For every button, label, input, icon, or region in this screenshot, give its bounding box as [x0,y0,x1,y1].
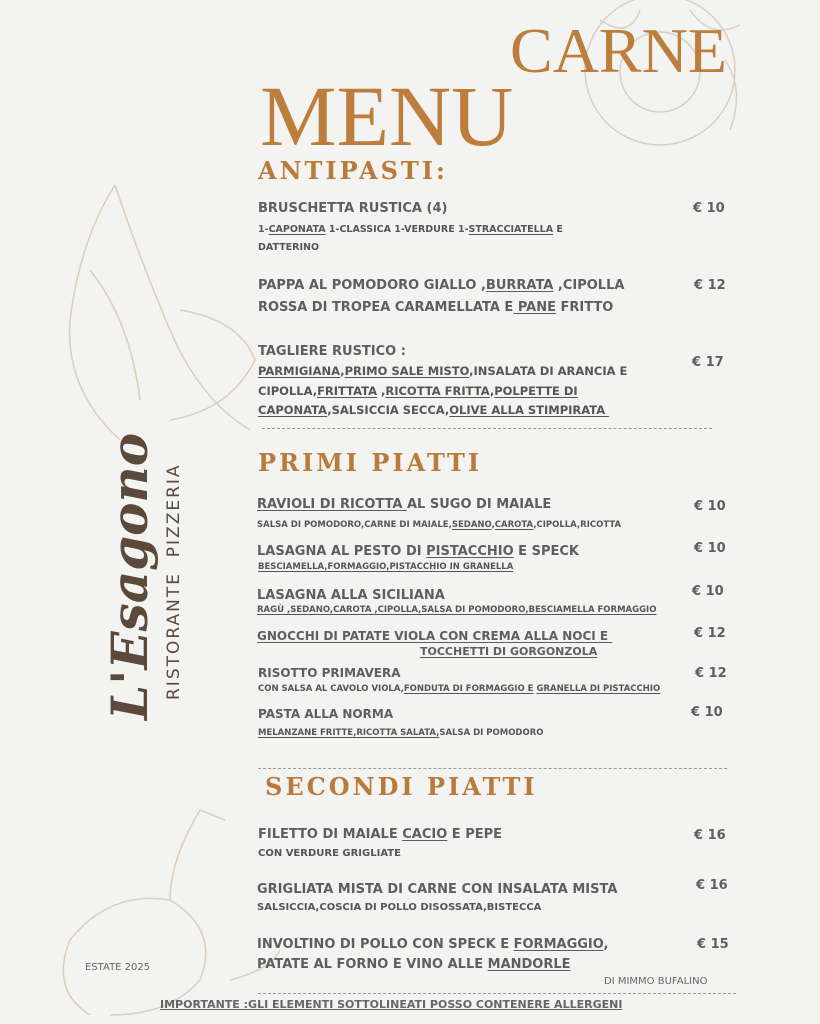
text-segment: DATTERINO [258,242,320,253]
allergen-text: FRITTATA [317,384,377,398]
menu-item-desc [257,605,656,615]
pepper-illustration-icon [50,800,280,1020]
allergen-text: FONDUTA DI FORMAGGIO E [403,684,534,694]
menu-item-name [258,344,406,359]
menu-title: MENU [260,68,514,164]
allergen-notice: IMPORTANTE :GLI ELEMENTI SOTTOLINEATI POSSO CONTENERE ALLERGENI [160,998,623,1011]
allergen-text: RAVIOLI DI RICOTTA [257,497,407,512]
menu-item-desc [258,728,543,738]
menu-item-price: € 16 [694,828,726,843]
menu-item-name [257,497,551,512]
allergen-text: PRIMO SALE MISTO [344,364,470,378]
allergen-text: PISTACCHIO [426,544,514,559]
menu-item-price: € 17 [692,355,724,370]
text-segment: , [376,384,386,398]
menu-item-desc [258,384,578,398]
menu-item-name [257,544,579,559]
menu-item-price: € 12 [695,666,727,681]
menu-item-name [258,707,393,721]
menu-item-desc [258,848,401,859]
menu-item-desc [257,520,621,530]
divider [262,428,712,429]
menu-item-price: € 10 [692,584,724,599]
menu-item-desc [257,902,541,913]
text-segment: FILETTO DI MAIALE [258,827,403,842]
allergen-text: TOCCHETTI DI GORGONZOLA [420,645,598,658]
logo-name: L'Esagono [100,432,159,720]
text-segment: ,INSALATA DI ARANCIA E [469,364,628,378]
allergen-text: PANE [513,300,556,315]
menu-item-price: € 15 [697,937,729,952]
restaurant-logo [100,433,159,720]
allergen-text: RICOTTA FRITTA [385,384,490,398]
menu-item-name [257,629,612,643]
menu-item-price: € 12 [694,278,726,293]
text-segment: 1- [258,224,269,235]
allergen-text: BURRATA [485,278,554,293]
allergen-text: CAROTA [494,520,534,530]
text-segment: PAPPA AL POMODORO GIALLO , [258,278,486,293]
text-segment: E SPECK [513,544,579,559]
menu-item-name [258,300,613,315]
menu-item-desc [258,224,563,235]
text-segment: TAGLIERE RUSTICO : [258,344,406,359]
allergen-text: GRANELLA DI PISTACCHIO [536,684,661,694]
text-segment: 1-CLASSICA 1-VERDURE 1- [325,224,469,235]
text-segment: CIPOLLA, [258,384,318,398]
menu-item-desc [258,403,609,417]
menu-item-price: € 10 [694,499,726,514]
text-segment: E PEPE [447,827,503,842]
allergen-text: CACIO [402,827,448,842]
allergen-text: GNOCCHI DI PATATE VIOLA CON CREMA ALLA NOCI E [257,629,613,643]
text-segment: ,SALSICCIA SECCA, [327,403,450,417]
menu-item-desc [258,562,513,572]
text-segment: AL SUGO DI MAIALE [407,497,552,512]
menu-item-price: € 10 [694,541,726,556]
allergen-text: CAPONATA [258,403,328,417]
section-title-secondi: SECONDI PIATTI [265,772,538,801]
divider [258,993,736,994]
season-label: ESTATE 2025 [85,962,151,973]
text-segment: CON SALSA AL CAVOLO VIOLA, [258,684,404,694]
menu-item-name [258,201,447,216]
text-segment: RISOTTO PRIMAVERA [258,666,401,680]
text-segment: SALSA DI POMODORO [439,728,544,738]
text-segment: E [553,224,563,235]
allergen-text: RAGÙ ,SEDANO,CAROTA ,CIPOLLA,SALSA DI POMODORO,BESCIAMELLA FORMAGGIO [257,605,657,615]
logo-subtitle: RISTORANTE PIZZERIA [164,463,184,700]
menu-item-price: € 10 [693,201,725,216]
menu-item-desc [258,684,660,694]
menu-item-name [257,882,617,897]
menu-item-desc [258,242,319,253]
text-segment: BRUSCHETTA RUSTICA (4) [258,201,448,216]
allergen-text: PARMIGIANA [258,364,341,378]
menu-item-name [257,957,571,972]
text-segment: FRITTO [556,300,614,315]
category-title: CARNE [510,15,727,86]
text-segment: INVOLTINO DI POLLO CON SPECK E [257,937,514,952]
section-title-antipasti: ANTIPASTI: [258,156,448,185]
menu-item-name [258,827,502,842]
menu-item-desc [258,364,627,378]
text-segment: ROSSA DI TROPEA CARAMELLATA E [258,300,514,315]
allergen-text: SEDANO [451,520,492,530]
menu-item-price: € 12 [694,626,726,641]
allergen-text: MANDORLE [487,957,571,972]
menu-item-name [258,278,624,293]
text-segment: SALSA DI POMODORO,CARNE DI MAIALE, [257,520,452,530]
menu-item-name [257,588,445,603]
allergen-text: MELANZANE FRITTE,RICOTTA SALATA, [258,728,440,738]
allergen-text: OLIVE ALLA STIMPIRATA [449,403,610,417]
text-segment: PATATE AL FORNO E VINO ALLE [257,957,488,972]
divider [258,768,727,769]
text-segment: , [491,520,495,530]
garlic-illustration-icon [60,180,260,450]
section-title-primi: PRIMI PIATTI [258,448,483,477]
text-segment: SALSICCIA,COSCIA DI POLLO DISOSSATA,BISTECCA [257,902,542,913]
menu-item-name [257,937,608,952]
menu-item-name [420,645,597,658]
text-segment: LASAGNA AL PESTO DI [257,544,427,559]
allergen-text: POLPETTE DI [494,384,578,398]
text-segment: CON VERDURE GRIGLIATE [258,848,401,859]
text-segment: ,CIPOLLA,RICOTTA [533,520,622,530]
text-segment: , [603,937,609,952]
menu-item-price: € 16 [696,878,728,893]
text-segment: GRIGLIATA MISTA DI CARNE CON INSALATA MISTA [257,882,618,897]
author-credit: DI MIMMO BUFALINO [604,976,708,987]
menu-item-price: € 10 [691,705,723,720]
text-segment: ,CIPOLLA [553,278,625,293]
text-segment: PASTA ALLA NORMA [258,707,394,721]
allergen-text: STRACCIATELLA [468,224,554,235]
allergen-text: FORMAGGIO [513,937,604,952]
allergen-text: CAPONATA [268,224,326,235]
text-segment: LASAGNA ALLA SICILIANA [257,588,445,603]
allergen-text: BESCIAMELLA,FORMAGGIO,PISTACCHIO IN GRANELLA [258,562,514,572]
text-segment: , [340,364,345,378]
text-segment: , [489,384,495,398]
menu-item-name [258,666,401,680]
